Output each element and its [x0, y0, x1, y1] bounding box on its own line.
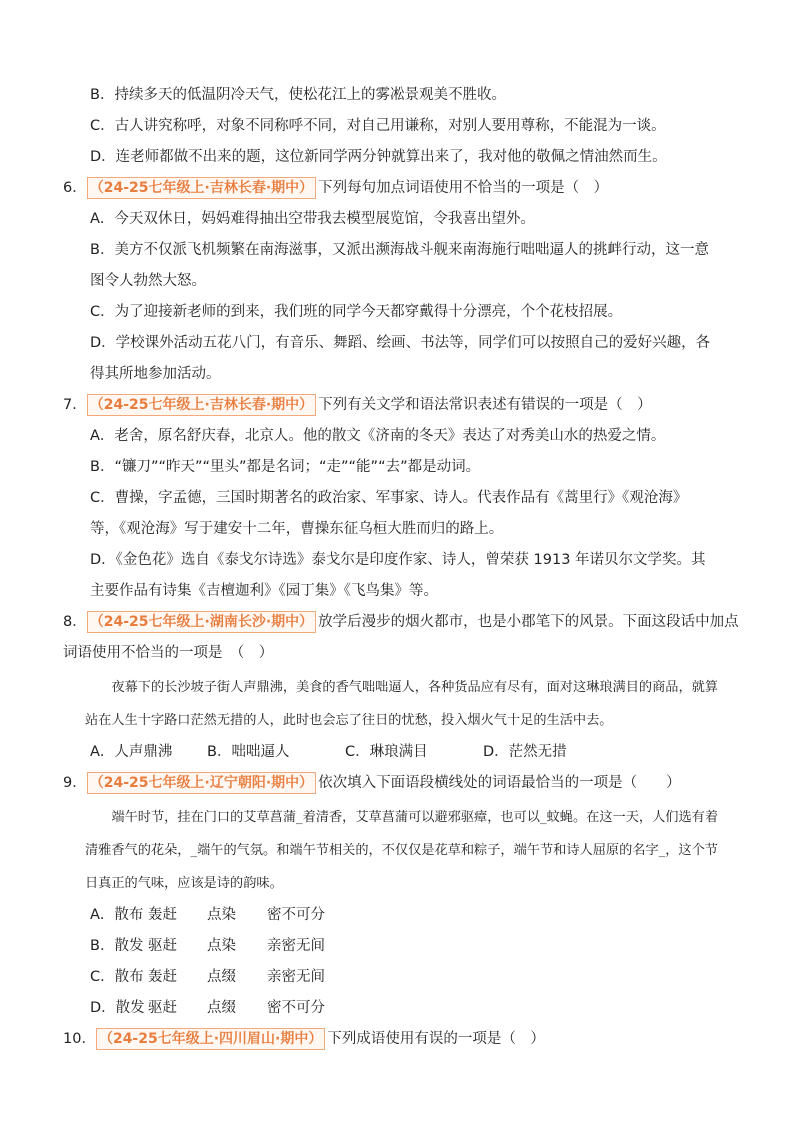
option-d: D．《金色花》选自《泰戈尔诗选》泰戈尔是印度作家、诗人，曾荣获 1913 年诺贝尔文学奖。其主要作品有诗集《吉檀迦利》《园丁集》《飞鸟集》等。 — [90, 552, 706, 599]
option-word: D．散发 — [90, 1000, 145, 1016]
option-d — [90, 993, 734, 1024]
source-tag: （24-25七年级上·四川眉山·期中） — [96, 1028, 325, 1050]
option-b: B．持续多天的低温阴冷天气，使松花江上的雾凇景观美不胜收。 — [90, 87, 506, 103]
option-b: B．咄咄逼人 — [207, 744, 290, 760]
option-word: 亲密无间 — [267, 938, 325, 954]
question-stem: 下列成语使用有误的一项是（ ） — [327, 1031, 545, 1047]
option-word: 驱赶 — [148, 1000, 177, 1016]
option-d: D．茫然无措 — [483, 744, 567, 760]
question-number: 9． — [63, 775, 87, 791]
option-word: A．散布 — [90, 907, 144, 923]
question-stem: 下列每句加点词语使用不恰当的一项是（ ） — [318, 180, 609, 196]
option-word: 点染 — [207, 907, 236, 923]
option-a: A．人声鼎沸 — [90, 744, 173, 760]
question-number: 6． — [63, 180, 87, 196]
option-a — [90, 900, 734, 931]
reading-passage: 端午时节，挂在门口的艾草菖蒲_着清香，艾草菖蒲可以避邪驱瘴，也可以_蚊蝇。在这一天，人们选有着清雅香气的花朵，_端午的气氛。和端午节相关的，不仅仅是花草和粽子，端午节和诗人屈原的名字_，这个节日真正的气味，应该是诗的韵味。 — [85, 810, 719, 891]
option-word: 轰赶 — [148, 907, 177, 923]
option-word: 点缀 — [207, 1000, 236, 1016]
option-word: 密不可分 — [267, 1000, 325, 1016]
option-d: D．学校课外活动五花八门，有音乐、舞蹈、绘画、书法等，同学们可以按照自己的爱好兴趣，各得其所地参加活动。 — [90, 335, 711, 382]
option-c: C．曹操，字孟德，三国时期著名的政治家、军事家、诗人。代表作品有《蒿里行》《观沧海》等，《观沧海》写于建安十二年，曹操东征乌桓大胜而归的路上。 — [90, 490, 688, 537]
option-word: 轰赶 — [148, 969, 177, 985]
option-c: C．为了迎接新老师的到来，我们班的同学今天都穿戴得十分漂亮，个个花枝招展。 — [90, 304, 623, 320]
question-10 — [63, 1024, 734, 1055]
option-word: 亲密无间 — [267, 969, 325, 985]
options-row — [90, 737, 734, 768]
option-c — [90, 962, 734, 993]
source-tag: （24-25七年级上·湖南长沙·期中） — [87, 611, 316, 633]
question-number: 8． — [63, 614, 87, 630]
question-stem: 下列有关文学和语法常识表述有错误的一项是（ ） — [318, 397, 652, 413]
option-a: A．老舍，原名舒庆春，北京人。他的散文《济南的冬天》表达了对秀美山水的热爱之情。 — [90, 428, 666, 444]
question-number: 7． — [63, 397, 87, 413]
option-word: 点染 — [207, 938, 236, 954]
reading-passage: 夜幕下的长沙坡子街人声鼎沸，美食的香气咄咄逼人，各种货品应有尽有，面对这琳琅满目的商品，就算站在人生十字路口茫然无措的人，此时也会忘了往日的忧愁，投入烟火气十足的生活中去。 — [85, 680, 719, 728]
question-stem: 依次填入下面语段横线处的词语最恰当的一项是（ ） — [318, 775, 681, 791]
option-word: 点缀 — [207, 969, 236, 985]
source-tag: （24-25七年级上·吉林长春·期中） — [87, 394, 316, 416]
option-word: C．散布 — [90, 969, 144, 985]
option-c: C．琳琅满目 — [345, 744, 428, 760]
question-number: 10． — [63, 1031, 96, 1047]
question-8 — [63, 607, 739, 638]
option-word: 密不可分 — [267, 907, 325, 923]
question-6 — [63, 173, 734, 204]
source-tag: （24-25七年级上·辽宁朝阳·期中） — [87, 772, 316, 794]
option-b — [90, 931, 734, 962]
source-tag: （24-25七年级上·吉林长春·期中） — [87, 177, 316, 199]
option-b: B．“镰刀”“昨天”“里头”都是名词；“走”“能”“去”都是动词。 — [90, 459, 481, 475]
option-word: B．散发 — [90, 938, 144, 954]
question-stem: 放学后漫步的烟火都市，也是小郡笔下的风景。下面这段话中加点 — [318, 614, 739, 630]
question-stem-continued: 词语使用不恰当的一项是 （ ） — [63, 645, 274, 661]
option-b: B．美方不仅派飞机频繁在南海滋事，又派出濒海战斗舰来南海施行咄咄逼人的挑衅行动，这一意图令人勃然大怒。 — [90, 242, 709, 289]
option-c: C．古人讲究称呼，对象不同称呼不同，对自己用谦称，对别人要用尊称，不能混为一谈。 — [90, 118, 666, 134]
question-9 — [63, 768, 734, 799]
option-d: D．连老师都做不出来的题，这位新同学两分钟就算出来了，我对他的敬佩之情油然而生。 — [90, 149, 667, 165]
option-a: A．今天双休日，妈妈难得抽出空带我去模型展览馆，令我喜出望外。 — [90, 211, 535, 227]
option-word: 驱赶 — [148, 938, 177, 954]
question-7 — [63, 390, 734, 421]
